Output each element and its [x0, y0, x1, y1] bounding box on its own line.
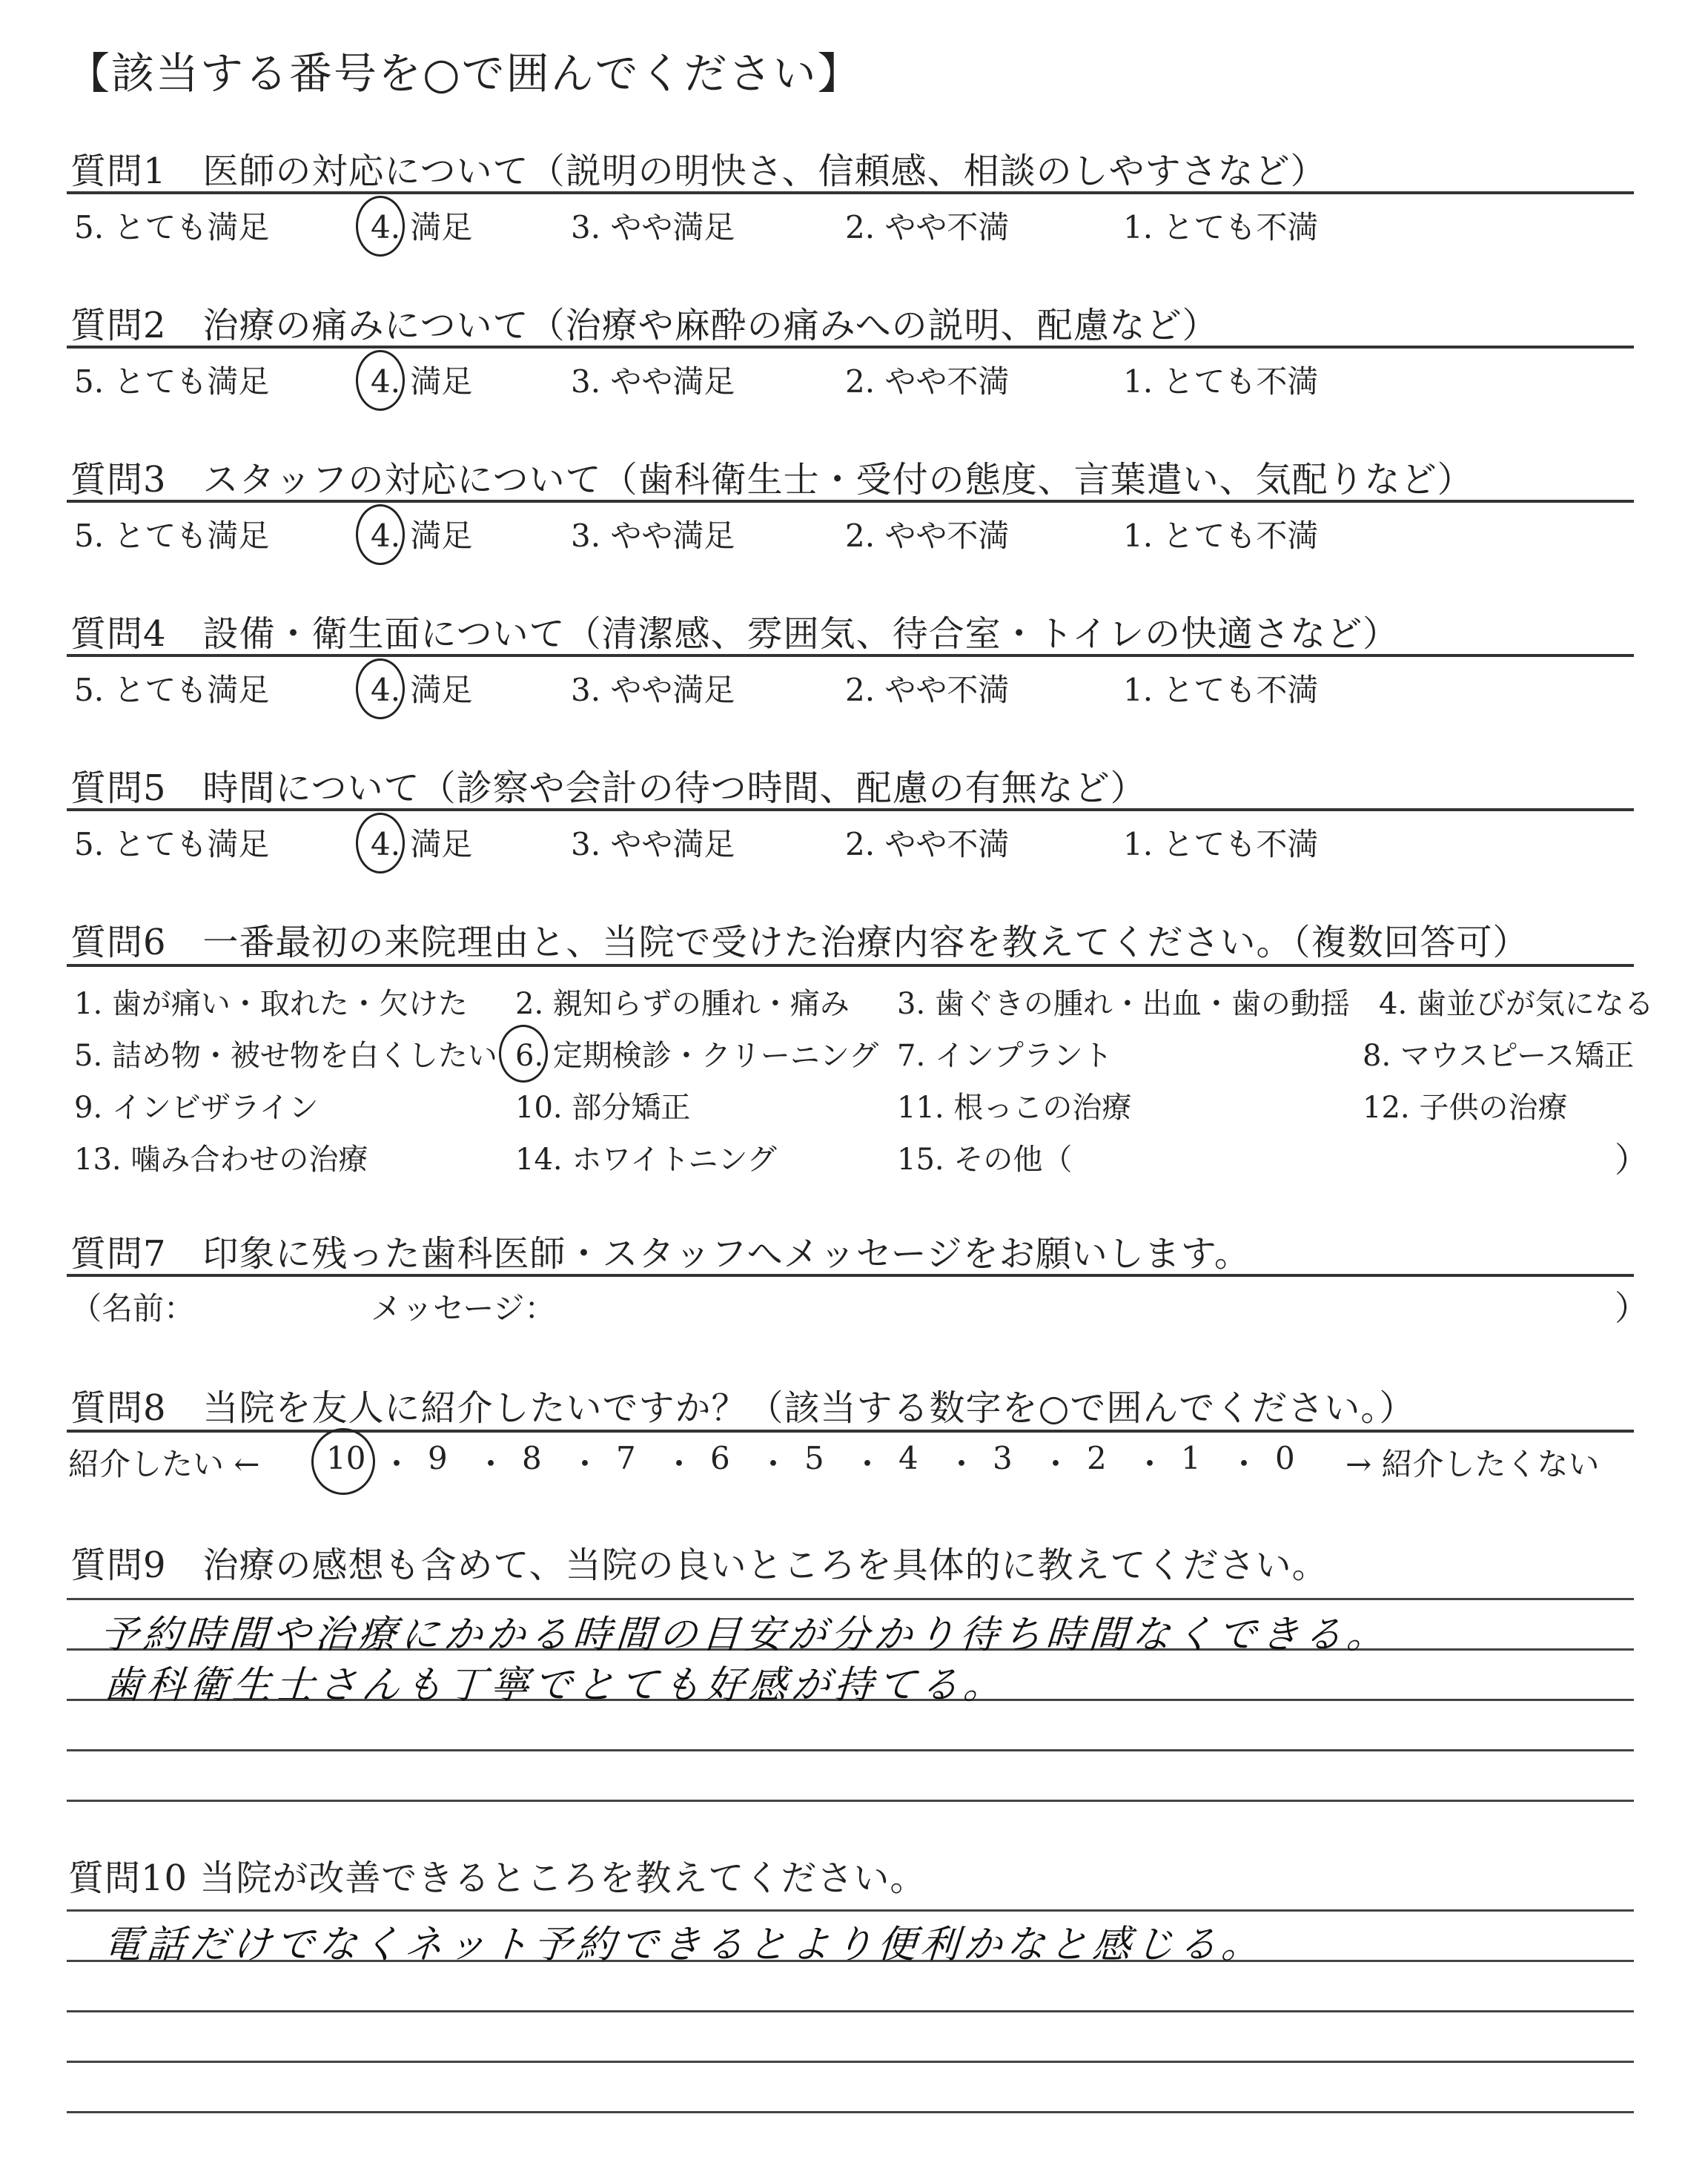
q3-option-4[interactable]: 4. 満足 [371, 518, 473, 554]
q4-option-4[interactable]: 4. 満足 [371, 672, 473, 708]
q8-rule [67, 1430, 1634, 1433]
q3-option-2[interactable]: 2. やや不満 [845, 518, 1010, 554]
q8-scale-separator: ・ [758, 1446, 790, 1482]
q2-option-4[interactable]: 4. 満足 [371, 363, 473, 400]
q8-scale-7[interactable]: 7 [616, 1440, 636, 1476]
q8-scale-4[interactable]: 4 [898, 1440, 918, 1476]
q8-scale-6[interactable]: 6 [710, 1440, 730, 1476]
q8-left-label: 紹介したい ← [68, 1446, 260, 1482]
q6-title: 質問6 一番最初の来院理由と、当院で受けた治療内容を教えてください。（複数回答可） [70, 922, 1529, 963]
q4-option-5[interactable]: 5. とても満足 [74, 672, 270, 708]
q8-scale-separator: ・ [1134, 1446, 1166, 1482]
q2-option-1[interactable]: 1. とても不満 [1123, 363, 1319, 400]
q1-selection-circle [356, 196, 405, 257]
q8-scale-0[interactable]: 0 [1275, 1440, 1295, 1476]
q8-scale-10[interactable]: 10 [326, 1440, 366, 1476]
q10-answer-line-1: 電話だけでなくネット予約できるとより便利かなと感じる。 [102, 1923, 1266, 1967]
q1-option-4[interactable]: 4. 満足 [371, 209, 473, 245]
q8-scale-separator: ・ [946, 1446, 978, 1482]
q4-selection-circle [356, 658, 405, 719]
q5-selection-circle [356, 813, 405, 873]
q10-line-5 [67, 2111, 1634, 2113]
q1-option-1[interactable]: 1. とても不満 [1123, 209, 1319, 245]
q6-option-2[interactable]: 2. 親知らずの腫れ・痛み [515, 987, 850, 1021]
q6-option-3[interactable]: 3. 歯ぐきの腫れ・出血・歯の動揺 [897, 987, 1350, 1021]
q4-option-3[interactable]: 3. やや満足 [571, 672, 735, 708]
q7-close-paren: ） [1615, 1288, 1649, 1328]
q9-line-1 [67, 1598, 1634, 1600]
q9-title: 質問9 治療の感想も含めて、当院の良いところを具体的に教えてください。 [70, 1545, 1328, 1586]
q6-option-14[interactable]: 14. ホワイトニング [515, 1143, 777, 1177]
q2-option-5[interactable]: 5. とても満足 [74, 363, 270, 400]
q1-option-2[interactable]: 2. やや不満 [845, 209, 1010, 245]
q6-option-7[interactable]: 7. インプラント [897, 1039, 1113, 1073]
q6-option-9[interactable]: 9. インビザライン [74, 1091, 319, 1125]
q6-close-paren: ） [1615, 1140, 1649, 1180]
q7-rule [67, 1274, 1634, 1277]
q5-rule [67, 808, 1634, 811]
q8-selection-circle [311, 1428, 375, 1495]
q1-option-3[interactable]: 3. やや満足 [571, 209, 735, 245]
q5-option-3[interactable]: 3. やや満足 [571, 826, 735, 862]
q4-title: 質問4 設備・衛生面について（清潔感、雰囲気、待合室・トイレの快適さなど） [70, 613, 1400, 655]
q9-answer-line-1: 予約時間や治療にかかる時間の目安が分かり待ち時間なくできる。 [98, 1613, 1391, 1657]
q3-selection-circle [356, 504, 405, 565]
q7-name-label: （名前： [70, 1290, 196, 1327]
q8-scale-1[interactable]: 1 [1181, 1440, 1201, 1476]
q1-option-5[interactable]: 5. とても満足 [74, 209, 270, 245]
q10-line-1 [67, 1909, 1634, 1912]
q6-option-12[interactable]: 12. 子供の治療 [1363, 1091, 1568, 1125]
q2-option-2[interactable]: 2. やや不満 [845, 363, 1010, 400]
q6-option-15[interactable]: 15. その他（ [897, 1143, 1073, 1177]
form-header: 【該当する番号を○で囲んでください】 [67, 48, 862, 99]
q4-option-2[interactable]: 2. やや不満 [845, 672, 1010, 708]
q6-option-5[interactable]: 5. 詰め物・被せ物を白くしたい [74, 1039, 497, 1073]
q6-selection-circle [499, 1025, 548, 1083]
q3-title: 質問3 スタッフの対応について（歯科衛生士・受付の態度、言葉遣い、気配りなど） [70, 459, 1474, 501]
q8-scale-separator: ・ [1228, 1446, 1260, 1482]
q4-option-1[interactable]: 1. とても不満 [1123, 672, 1319, 708]
q9-line-4 [67, 1749, 1634, 1751]
q8-title: 質問8 当院を友人に紹介したいですか？（該当する数字を○で囲んでください。） [70, 1387, 1416, 1429]
q8-scale-separator: ・ [475, 1446, 507, 1482]
q5-option-5[interactable]: 5. とても満足 [74, 826, 270, 862]
q8-scale-8[interactable]: 8 [522, 1440, 542, 1476]
q2-title: 質問2 治療の痛みについて（治療や麻酔の痛みへの説明、配慮など） [70, 305, 1219, 346]
q8-scale-separator: ・ [1040, 1446, 1072, 1482]
q6-option-10[interactable]: 10. 部分矯正 [515, 1091, 691, 1125]
q9-line-5 [67, 1800, 1634, 1802]
q4-rule [67, 654, 1634, 657]
q8-scale-5[interactable]: 5 [804, 1440, 824, 1476]
q8-scale-separator: ・ [381, 1446, 413, 1482]
q5-option-1[interactable]: 1. とても不満 [1123, 826, 1319, 862]
q8-scale-separator: ・ [663, 1446, 695, 1482]
q2-selection-circle [356, 350, 405, 411]
q3-option-5[interactable]: 5. とても満足 [74, 518, 270, 554]
q9-answer-line-2: 歯科衛生士さんも丁寧でとても好感が持てる。 [102, 1663, 1008, 1708]
q6-option-1[interactable]: 1. 歯が痛い・取れた・欠けた [74, 987, 468, 1021]
q3-rule [67, 500, 1634, 503]
q10-title: 質問10 当院が改善できるところを教えてください。 [68, 1857, 927, 1899]
q1-rule [67, 191, 1634, 194]
q3-option-3[interactable]: 3. やや満足 [571, 518, 735, 554]
q6-option-11[interactable]: 11. 根っこの治療 [897, 1091, 1132, 1125]
q8-scale-2[interactable]: 2 [1087, 1440, 1107, 1476]
q7-title: 質問7 印象に残った歯科医師・スタッフへメッセージをお願いします。 [70, 1233, 1251, 1275]
q5-option-4[interactable]: 4. 満足 [371, 826, 473, 862]
q5-option-2[interactable]: 2. やや不満 [845, 826, 1010, 862]
q7-message-label: メッセージ： [371, 1290, 556, 1327]
q1-title: 質問1 医師の対応について（説明の明快さ、信頼感、相談のしやすさなど） [70, 151, 1327, 192]
q6-option-4[interactable]: 4. 歯並びが気になる [1379, 987, 1654, 1021]
q2-rule [67, 346, 1634, 349]
q10-line-4 [67, 2061, 1634, 2063]
q6-option-6[interactable]: 6. 定期検診・クリーニング [515, 1039, 879, 1073]
q6-option-8[interactable]: 8. マウスピース矯正 [1363, 1039, 1635, 1073]
q8-scale-separator: ・ [852, 1446, 884, 1482]
q8-scale-9[interactable]: 9 [428, 1440, 448, 1476]
q8-right-label: → 紹介したくない [1345, 1446, 1600, 1482]
q5-title: 質問5 時間について（診察や会計の待つ時間、配慮の有無など） [70, 767, 1147, 809]
q3-option-1[interactable]: 1. とても不満 [1123, 518, 1319, 554]
q2-option-3[interactable]: 3. やや満足 [571, 363, 735, 400]
q8-scale-3[interactable]: 3 [993, 1440, 1013, 1476]
q6-rule [67, 964, 1634, 967]
q6-option-13[interactable]: 13. 噛み合わせの治療 [74, 1143, 368, 1177]
q8-scale-separator: ・ [569, 1446, 601, 1482]
q10-line-3 [67, 2010, 1634, 2012]
